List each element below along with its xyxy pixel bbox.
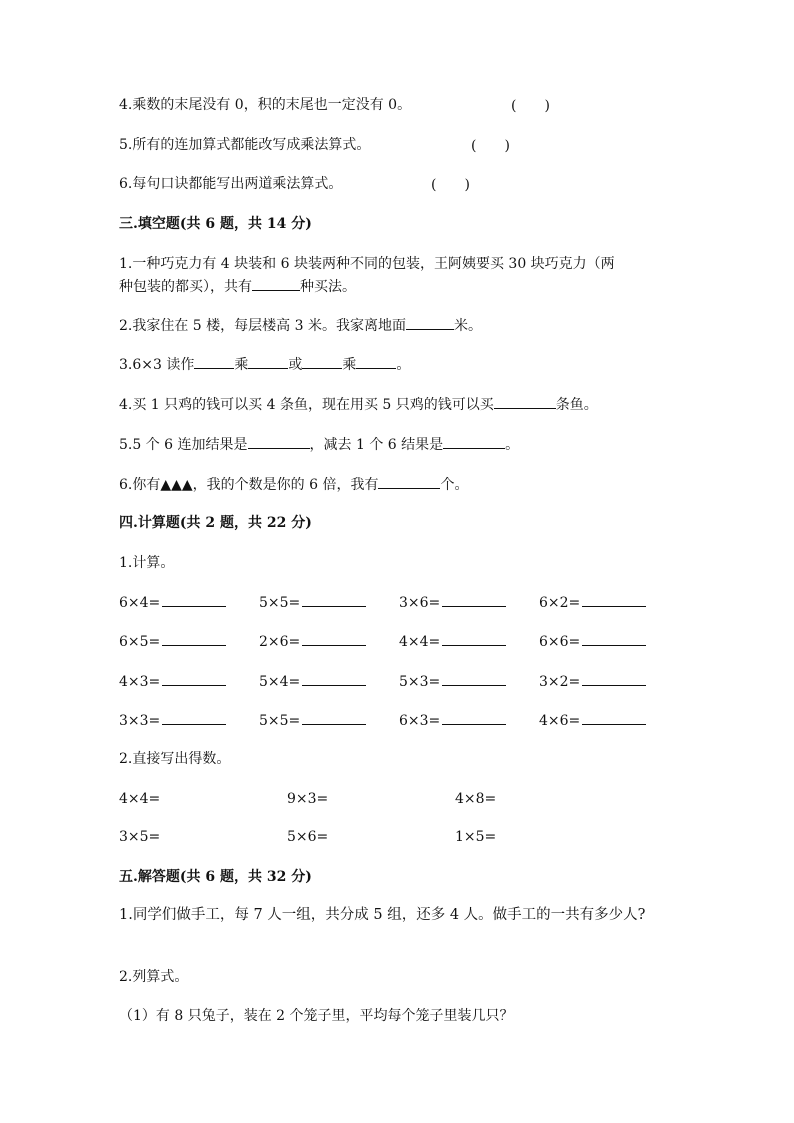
direct-expression: 4×8= xyxy=(455,791,497,807)
fill-question-3-text-a: 3.6×3 读作 xyxy=(119,357,195,373)
calc-expression: 4×6= xyxy=(539,713,581,729)
fill-question-6 xyxy=(119,474,468,495)
calc-row xyxy=(119,671,679,691)
calc-row xyxy=(119,631,679,651)
calc-item xyxy=(259,631,366,652)
calc-expression: 5×5= xyxy=(259,713,301,729)
direct-expression: 5×6= xyxy=(287,829,329,845)
solve-question-2: 2.列算式。 xyxy=(119,969,189,985)
answer-blank[interactable] xyxy=(582,671,646,686)
calc-item xyxy=(119,671,226,692)
fill-question-6-text-b: 个。 xyxy=(440,477,469,493)
answer-parentheses-6[interactable]: ( ) xyxy=(431,177,470,193)
calc-item xyxy=(399,631,506,652)
fill-blank[interactable] xyxy=(443,434,505,449)
calc-item xyxy=(539,631,646,652)
fill-question-3-text-d: 乘 xyxy=(342,357,357,373)
calc-expression: 4×3= xyxy=(119,674,161,690)
direct-expression: 3×5= xyxy=(119,829,161,845)
calc-expression: 5×5= xyxy=(259,595,301,611)
answer-blank[interactable] xyxy=(582,592,646,607)
fill-question-1-line2 xyxy=(119,276,356,297)
calc-expression: 6×2= xyxy=(539,595,581,611)
answer-blank[interactable] xyxy=(162,710,226,725)
answer-blank[interactable] xyxy=(442,710,506,725)
calc-row xyxy=(119,710,679,730)
calc-expression: 4×4= xyxy=(399,634,441,650)
calc-item xyxy=(259,671,366,692)
calc-item xyxy=(259,710,366,731)
answer-blank[interactable] xyxy=(582,710,646,725)
fill-question-2 xyxy=(119,315,482,336)
calc-question-2-label: 2.直接写出得数。 xyxy=(119,751,231,767)
fill-question-5-text-b: ，减去 1 个 6 结果是 xyxy=(309,437,444,453)
direct-expression: 1×5= xyxy=(455,829,497,845)
fill-question-4 xyxy=(119,394,598,415)
calc-expression: 6×3= xyxy=(399,713,441,729)
calc-expression: 6×4= xyxy=(119,595,161,611)
answer-parentheses-4[interactable]: ( ) xyxy=(511,98,550,114)
section-5-title: 五.解答题(共 6 题，共 32 分) xyxy=(119,869,312,885)
fill-blank[interactable] xyxy=(378,474,440,489)
answer-blank[interactable] xyxy=(442,671,506,686)
answer-blank[interactable] xyxy=(302,671,366,686)
answer-blank[interactable] xyxy=(162,671,226,686)
answer-blank[interactable] xyxy=(162,631,226,646)
fill-question-4-text-a: 4.买 1 只鸡的钱可以买 4 条鱼，现在用买 5 只鸡的钱可以买 xyxy=(119,397,494,413)
calc-item xyxy=(119,710,226,731)
section-3-title: 三.填空题(共 6 题，共 14 分) xyxy=(119,216,312,232)
solve-question-1: 1.同学们做手工，每 7 人一组，共分成 5 组，还多 4 人。做手工的一共有多少人? xyxy=(119,907,646,923)
fill-question-4-text-b: 条鱼。 xyxy=(555,397,598,413)
calc-item xyxy=(119,592,226,613)
fill-question-1-text-b: 种买法。 xyxy=(300,279,356,295)
direct-expression: 4×4= xyxy=(119,791,161,807)
fill-question-3-text-b: 乘 xyxy=(234,357,249,373)
answer-blank[interactable] xyxy=(442,631,506,646)
fill-question-3-text-e: 。 xyxy=(396,357,411,373)
calc-expression: 5×3= xyxy=(399,674,441,690)
fill-question-6-text-a: 6.你有▲▲▲，我的个数是你的 6 倍，我有 xyxy=(119,477,379,493)
fill-question-3-text-c: 或 xyxy=(288,357,303,373)
fill-question-5-text-c: 。 xyxy=(505,437,520,453)
fill-question-2-text-b: 米。 xyxy=(453,318,482,334)
fill-blank[interactable] xyxy=(194,354,234,369)
calc-item xyxy=(119,631,226,652)
fill-question-2-text-a: 2.我家住在 5 楼，每层楼高 3 米。我家离地面 xyxy=(119,318,406,334)
calc-row xyxy=(119,592,679,612)
fill-blank[interactable] xyxy=(406,315,454,330)
fill-question-1-text-a: 种包装的都买），共有 xyxy=(119,279,252,295)
calc-expression: 3×3= xyxy=(119,713,161,729)
answer-blank[interactable] xyxy=(582,631,646,646)
answer-parentheses-5[interactable]: ( ) xyxy=(471,138,510,154)
calc-question-1-label: 1.计算。 xyxy=(119,555,175,571)
calc-item xyxy=(399,710,506,731)
direct-row xyxy=(119,827,679,847)
calc-item xyxy=(399,671,506,692)
fill-question-5-text-a: 5.5 个 6 连加结果是 xyxy=(119,437,248,453)
calc-item xyxy=(539,592,646,613)
calc-item xyxy=(539,671,646,692)
calc-expression: 2×6= xyxy=(259,634,301,650)
direct-row xyxy=(119,789,679,809)
judge-question-6: 6.每句口诀都能写出两道乘法算式。 xyxy=(119,176,343,192)
direct-expression: 9×3= xyxy=(287,791,329,807)
answer-blank[interactable] xyxy=(442,592,506,607)
fill-question-5 xyxy=(119,434,519,455)
fill-question-1-line1: 1.一种巧克力有 4 块装和 6 块装两种不同的包装，王阿姨要买 30 块巧克力（两 xyxy=(119,256,615,272)
fill-blank[interactable] xyxy=(302,354,342,369)
calc-expression: 3×2= xyxy=(539,674,581,690)
calc-expression: 6×5= xyxy=(119,634,161,650)
solve-question-2-1: （1）有 8 只兔子，装在 2 个笼子里，平均每个笼子里装几只？ xyxy=(119,1008,514,1024)
judge-question-5: 5.所有的连加算式都能改写成乘法算式。 xyxy=(119,137,371,153)
fill-blank[interactable] xyxy=(494,394,556,409)
calc-expression: 3×6= xyxy=(399,595,441,611)
calc-item xyxy=(259,592,366,613)
answer-blank[interactable] xyxy=(162,592,226,607)
answer-blank[interactable] xyxy=(302,592,366,607)
fill-question-3 xyxy=(119,354,410,375)
judge-question-4: 4.乘数的末尾没有 0，积的末尾也一定没有 0。 xyxy=(119,97,412,113)
answer-blank[interactable] xyxy=(302,710,366,725)
calc-expression: 6×6= xyxy=(539,634,581,650)
calc-expression: 5×4= xyxy=(259,674,301,690)
fill-blank[interactable] xyxy=(248,434,310,449)
fill-blank[interactable] xyxy=(248,354,288,369)
calc-item xyxy=(539,710,646,731)
calc-item xyxy=(399,592,506,613)
fill-blank[interactable] xyxy=(252,276,300,291)
fill-blank[interactable] xyxy=(356,354,396,369)
answer-blank[interactable] xyxy=(302,631,366,646)
section-4-title: 四.计算题(共 2 题，共 22 分) xyxy=(119,515,312,531)
